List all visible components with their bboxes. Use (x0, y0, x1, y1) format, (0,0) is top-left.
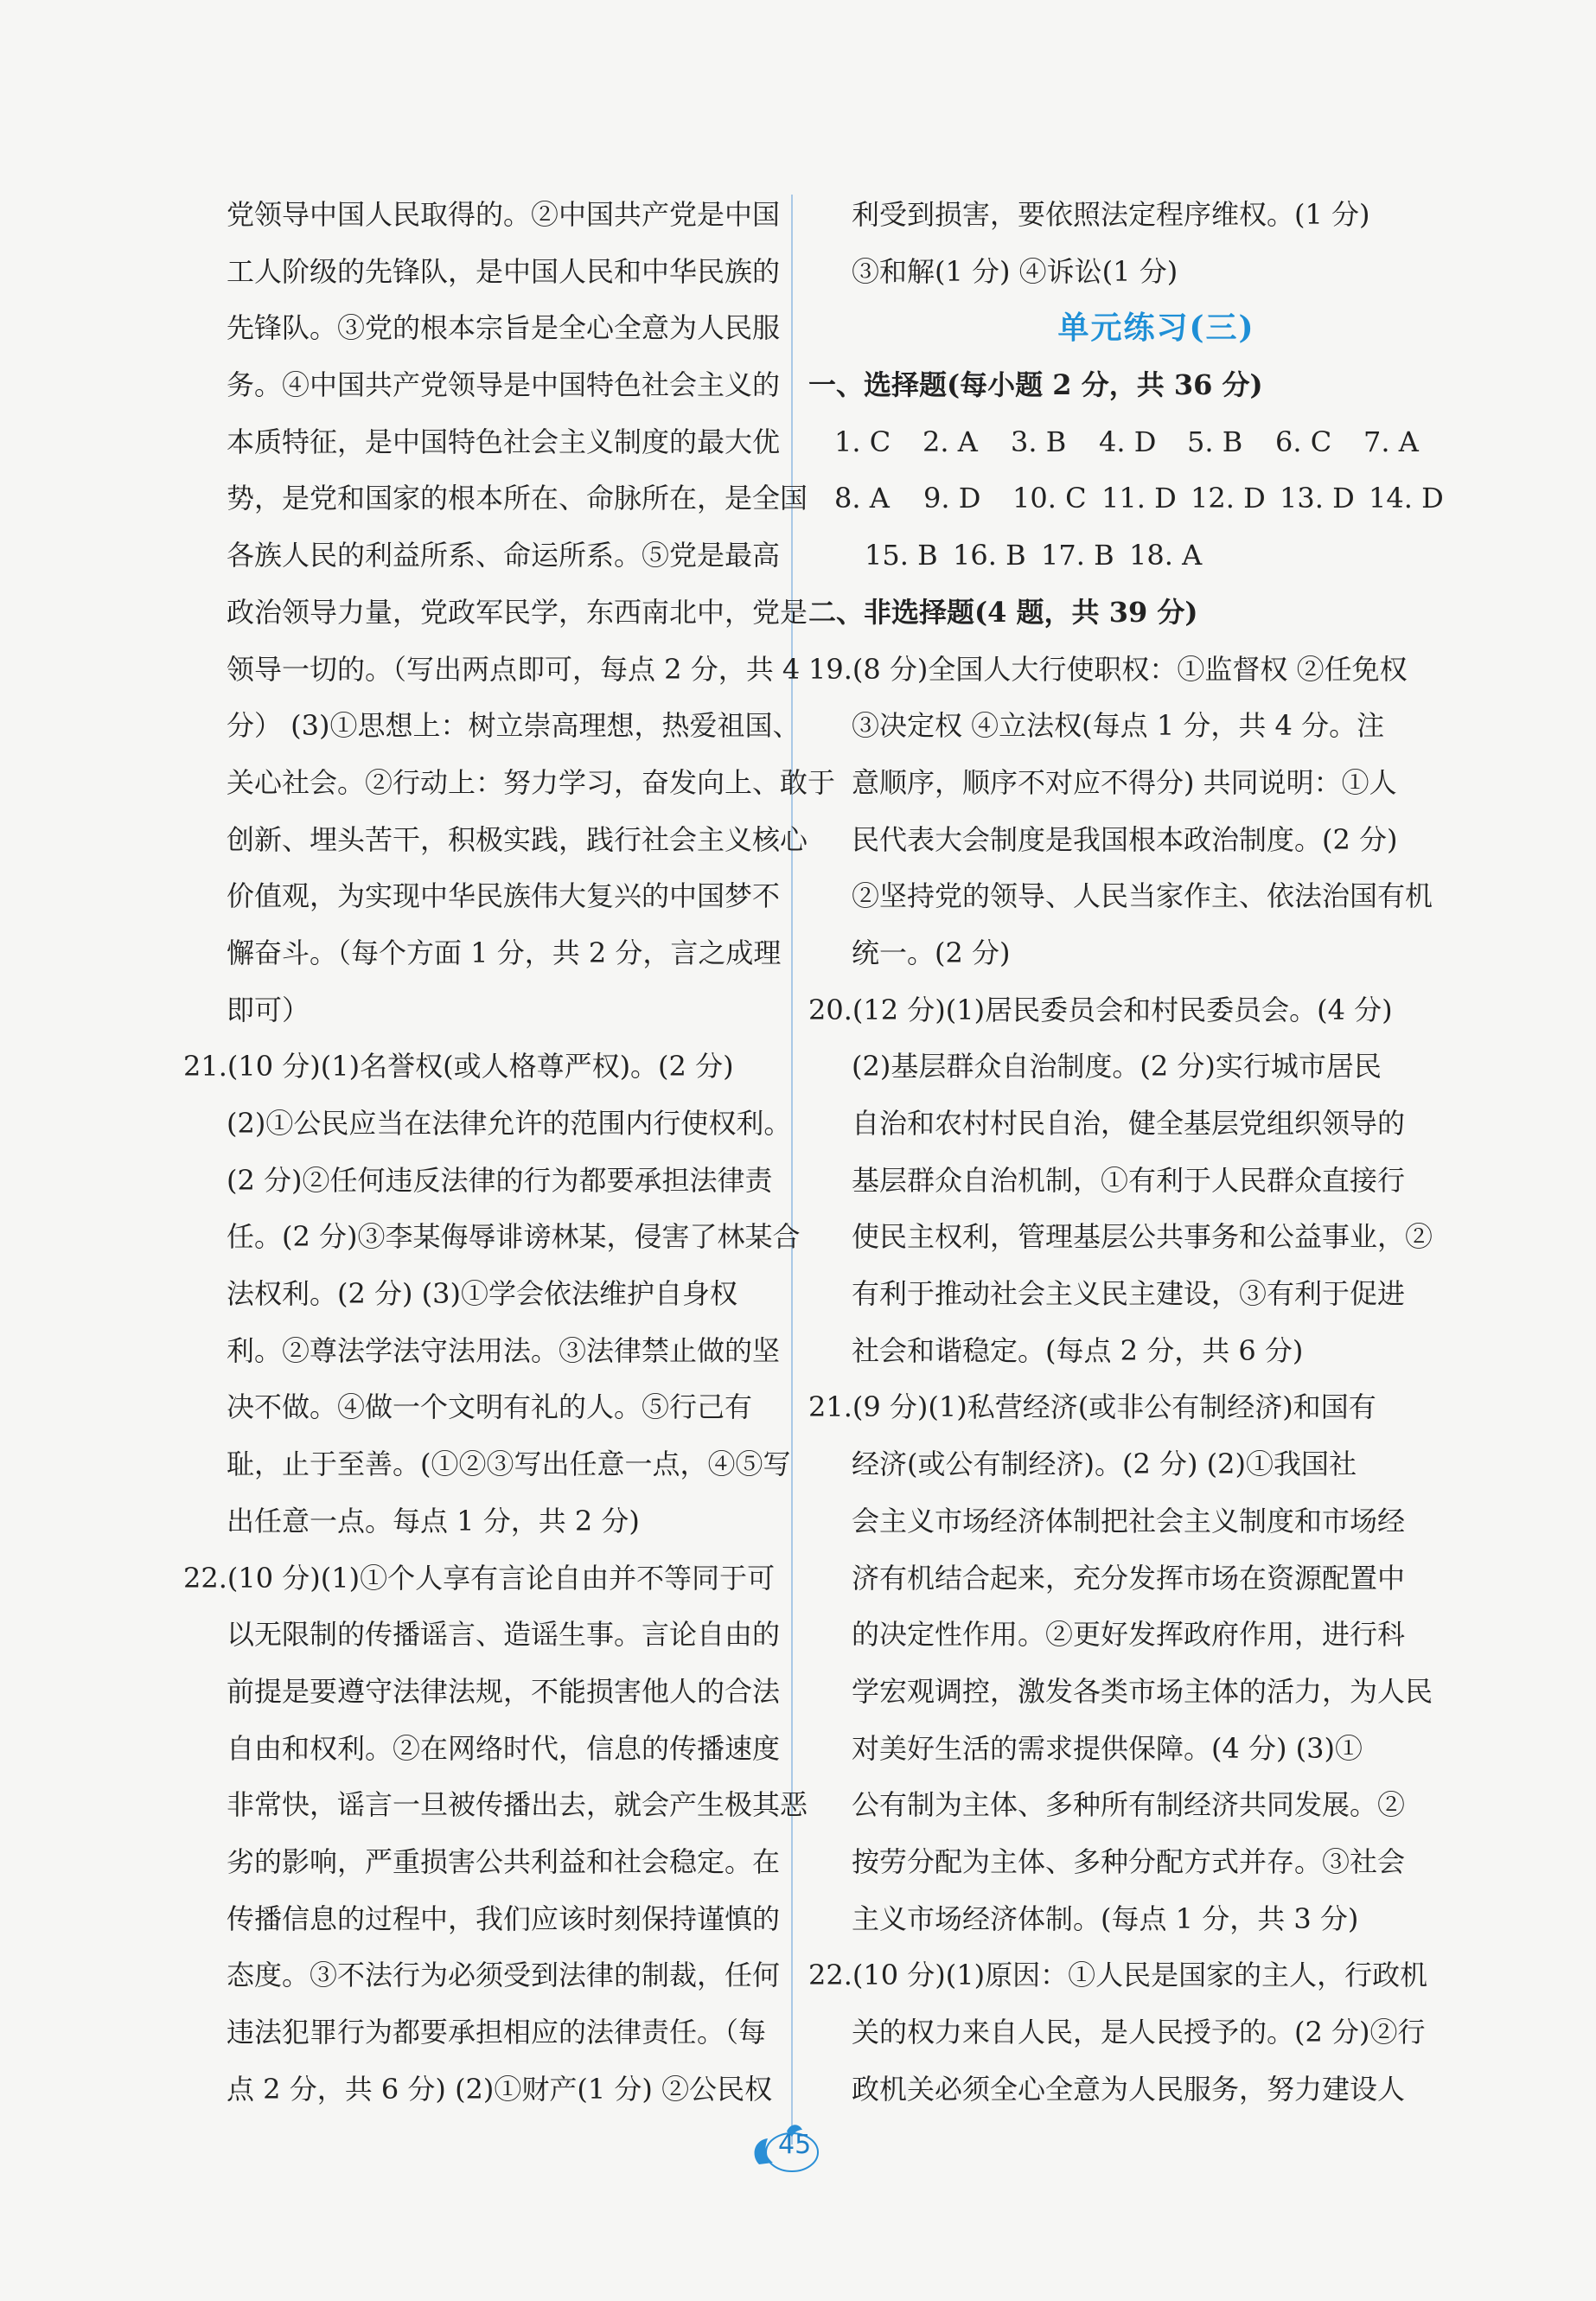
choice-answer: 15. B (865, 539, 938, 572)
text-line: 按劳分配为主体、多种分配方式并存。③社会 (852, 1844, 1406, 1878)
text-line: 社会和谐稳定。(每点 2 分，共 6 分) (852, 1333, 1304, 1367)
text-line: 公有制为主体、多种所有制经济共同发展。② (852, 1788, 1406, 1822)
text-line: 本质特征，是中国特色社会主义制度的最大优 (227, 425, 781, 458)
text-line: 政治领导力量，党政军民学，东西南北中，党是 (227, 595, 808, 629)
text-line: 20.(12 分)(1)居民委员会和村民委员会。(4 分) (808, 993, 1393, 1026)
text-line: ②坚持党的领导、人民当家作主、依法治国有机 (852, 879, 1433, 913)
text-line: 任。(2 分)③李某侮辱诽谤林某，侵害了林某合 (227, 1220, 801, 1254)
text-line: 自治和农村村民自治，健全基层党组织领导的 (852, 1107, 1406, 1140)
choice-answer: 13. D (1280, 482, 1355, 515)
choice-answer: 5. B (1187, 425, 1243, 458)
text-line: 22.(10 分)(1)原因：①人民是国家的主人，行政机 (808, 1959, 1428, 1992)
unit-title: 单元练习(三) (1057, 310, 1255, 347)
text-line: 统一。(2 分) (852, 936, 1011, 969)
page-number: 45 (778, 2130, 812, 2160)
text-line: 关心社会。②行动上：努力学习，奋发向上、敢于 (227, 765, 836, 799)
text-line: 基层群众自治机制，①有利于人民群众直接行 (852, 1163, 1406, 1197)
text-line: 耻，止于至善。(①②③写出任意一点，④⑤写 (227, 1448, 791, 1481)
choice-answer: 1. C (834, 425, 891, 458)
choice-answer: 18. A (1129, 539, 1203, 572)
text-line: 关的权力来自人民，是人民授予的。(2 分)②行 (852, 2016, 1426, 2049)
choice-answer: 3. B (1011, 425, 1067, 458)
text-line: 的决定性作用。②更好发挥政府作用，进行科 (852, 1618, 1406, 1652)
choice-answer: 6. C (1275, 425, 1332, 458)
text-line: 民代表大会制度是我国根本政治制度。(2 分) (852, 822, 1398, 856)
choice-answer: 2. A (922, 425, 978, 458)
text-line: 22.(10 分)(1)①个人享有言论自由并不等同于可 (183, 1561, 776, 1595)
text-line: 创新、埋头苦干，积极实践，践行社会主义核心 (227, 822, 808, 856)
text-line: 决不做。④做一个文明有礼的人。⑤行己有 (227, 1390, 753, 1424)
text-line: 利受到损害，要依照法定程序维权。(1 分) (852, 198, 1370, 231)
choice-answer: 7. A (1363, 425, 1419, 458)
text-line: 即可） (227, 993, 310, 1026)
text-line: 使民主权利，管理基层公共事务和公益事业，② (852, 1220, 1433, 1254)
choice-answer-row (808, 470, 1452, 527)
text-line: 利。②尊法学法守法用法。③法律禁止做的坚 (227, 1333, 781, 1367)
text-line: 领导一切的。（写出两点即可，每点 2 分，共 4 (227, 652, 801, 686)
text-line: 济有机结合起来，充分发挥市场在资源配置中 (852, 1561, 1406, 1595)
right-column (808, 187, 1452, 2118)
text-line: 分） (3)①思想上：树立崇高理想，热爱祖国、 (227, 709, 801, 743)
text-line: 经济(或公有制经济)。(2 分) (2)①我国社 (852, 1448, 1357, 1481)
text-line: 先锋队。③党的根本宗旨是全心全意为人民服 (227, 311, 781, 345)
text-line: 懈奋斗。（每个方面 1 分，共 2 分，言之成理 (227, 936, 782, 969)
left-column (183, 187, 836, 2118)
text-line: (2)基层群众自治制度。(2 分)实行城市居民 (852, 1050, 1382, 1083)
text-line: ③和解(1 分) ④诉讼(1 分) (852, 254, 1178, 288)
text-line: 传播信息的过程中，我们应该时刻保持谨慎的 (227, 1902, 781, 1935)
text-line: 劣的影响，严重损害公共利益和社会稳定。在 (227, 1844, 781, 1878)
choice-answer-row (808, 414, 1452, 471)
text-line: 势，是党和国家的根本所在、命脉所在，是全国 (227, 482, 808, 515)
text-line: 以无限制的传播谣言、造谣生事。言论自由的 (227, 1618, 781, 1652)
text-line: 对美好生活的需求提供保障。(4 分) (3)① (852, 1731, 1363, 1765)
text-line: 前提是要遵守法律法规，不能损害他人的合法 (227, 1674, 781, 1708)
text-line: 会主义市场经济体制把社会主义制度和市场经 (852, 1504, 1406, 1537)
text-line: 各族人民的利益所系、命运所系。⑤党是最高 (227, 539, 781, 572)
text-line: 党领导中国人民取得的。②中国共产党是中国 (227, 198, 781, 231)
choice-answer: 12. D (1191, 482, 1266, 515)
text-line: (2 分)②任何违反法律的行为都要承担法律责 (227, 1163, 773, 1197)
choice-answer: 9. D (923, 482, 981, 515)
text-line: 意顺序，顺序不对应不得分) 共同说明：①人 (852, 765, 1397, 799)
choice-answer: 4. D (1099, 425, 1157, 458)
section-nonchoice-title: 二、非选择题(4 题，共 39 分) (808, 595, 1198, 629)
text-line: 出任意一点。每点 1 分，共 2 分) (227, 1504, 640, 1537)
choice-answer-row (808, 527, 1452, 585)
text-line: 点 2 分，共 6 分) (2)①财产(1 分) ②公民权 (227, 2072, 773, 2106)
text-line: 违法犯罪行为都要承担相应的法律责任。（每 (227, 2016, 767, 2049)
page-number-badge (742, 2121, 846, 2182)
choice-answer: 10. C (1012, 482, 1087, 515)
text-line: (2)①公民应当在法律允许的范围内行使权利。 (227, 1107, 792, 1140)
text-line: 自由和权利。②在网络时代，信息的传播速度 (227, 1731, 781, 1765)
text-line: 务。④中国共产党领导是中国特色社会主义的 (227, 368, 781, 402)
choice-answer: 17. B (1041, 539, 1114, 572)
choice-answer: 8. A (834, 482, 890, 515)
text-line: 19.(8 分)全国人大行使职权：①监督权 ②任免权 (808, 652, 1408, 686)
text-line: 价值观，为实现中华民族伟大复兴的中国梦不 (227, 879, 781, 913)
text-line: 法权利。(2 分) (3)①学会依法维护自身权 (227, 1277, 738, 1311)
text-line: 工人阶级的先锋队，是中国人民和中华民族的 (227, 254, 781, 288)
text-line: 主义市场经济体制。(每点 1 分，共 3 分) (852, 1902, 1359, 1935)
text-line: 21.(10 分)(1)名誉权(或人格尊严权)。(2 分) (183, 1050, 734, 1083)
text-line: 21.(9 分)(1)私营经济(或非公有制经济)和国有 (808, 1390, 1376, 1424)
choice-answer: 11. D (1101, 482, 1177, 515)
text-line: 有利于推动社会主义民主建设，③有利于促进 (852, 1277, 1406, 1311)
text-line: ③决定权 ④立法权(每点 1 分，共 4 分。注 (852, 709, 1385, 743)
text-line: 非常快，谣言一旦被传播出去，就会产生极其恶 (227, 1788, 808, 1822)
section-choice-title: 一、选择题(每小题 2 分，共 36 分) (808, 368, 1263, 402)
text-line: 学宏观调控，激发各类市场主体的活力，为人民 (852, 1674, 1433, 1708)
choice-answer: 14. D (1369, 482, 1444, 515)
text-line: 态度。③不法行为必须受到法律的制裁，任何 (227, 1959, 781, 1992)
text-line: 政机关必须全心全意为人民服务，努力建设人 (852, 2072, 1406, 2106)
choice-answer: 16. B (953, 539, 1026, 572)
